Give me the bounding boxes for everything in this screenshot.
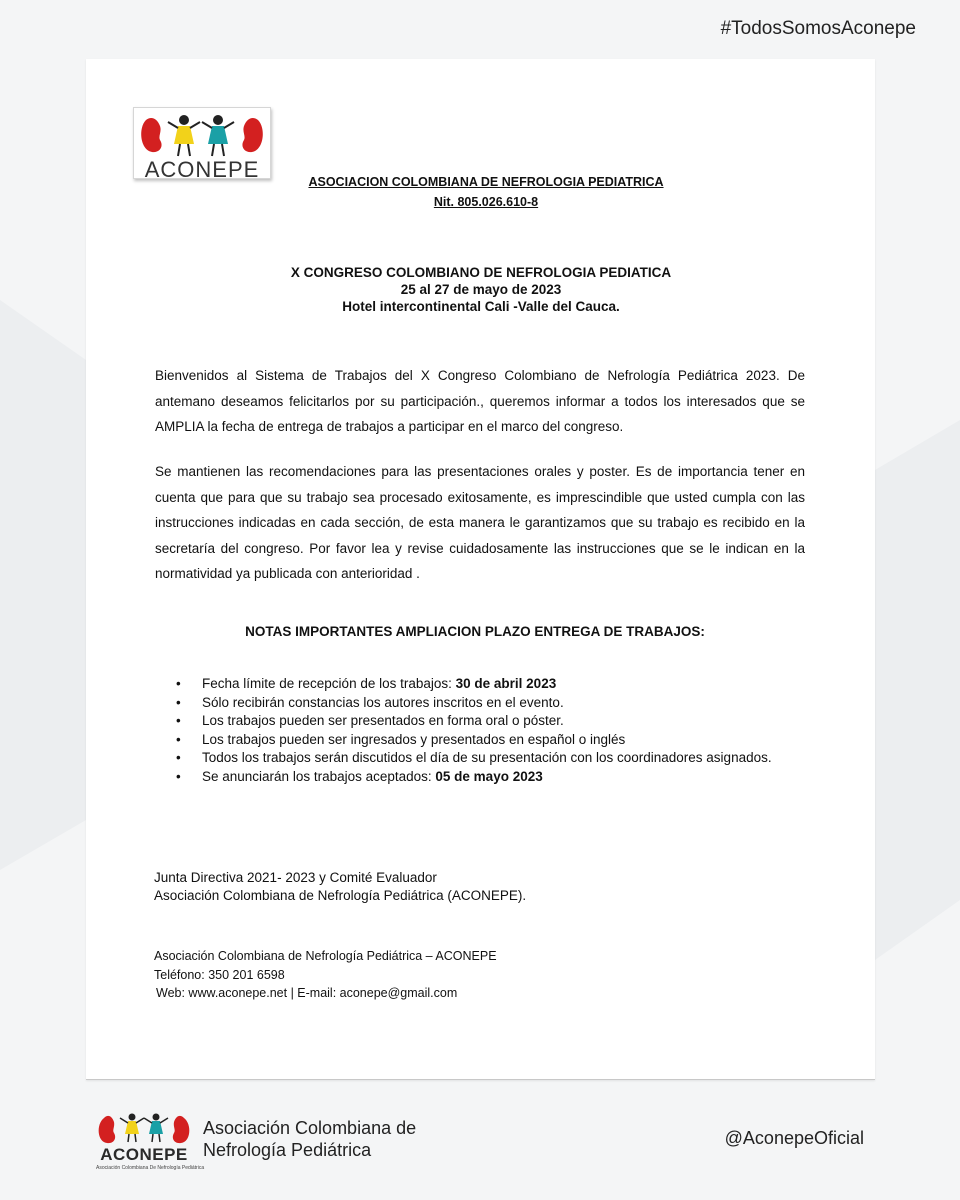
note-item: • Fecha límite de recepción de los trabajos: 30 de abril 2023 (176, 675, 826, 694)
note-item: • Sólo recibirán constancias los autores inscritos en el evento. (176, 694, 826, 713)
contact-web: Web: www.aconepe.net | E-mail: aconepe@gmail.com (156, 986, 458, 1000)
document-logo (133, 107, 271, 179)
contact-phone: Teléfono: 350 201 6598 (154, 967, 285, 982)
footer-logo (96, 1110, 205, 1174)
footer-logo-tagline: Asociación Colombiana De Nefrología Pediátrica (96, 1165, 205, 1171)
congress-title: X CONGRESO COLOMBIANO DE NEFROLOGIA PEDIATICA (290, 265, 672, 280)
notes-list (176, 675, 826, 786)
note-item: • Los trabajos pueden ser ingresados y presentados en español o inglés (176, 731, 826, 750)
notes-title: NOTAS IMPORTANTES AMPLIACION PLAZO ENTREGA DE TRABAJOS: (245, 624, 705, 639)
signature-line-1: Junta Directiva 2021- 2023 y Comité Evaluador (154, 870, 437, 885)
welcome-paragraph: Bienvenidos al Sistema de Trabajos del X Congreso Colombiano de Nefrología Pediátrica 2023. De antemano deseamos felicitarlos por su participación., queremos informar a todos los interesados que se AMPLIA la fecha de entrega de trabajos a participar en el marco del congreso. (155, 368, 805, 434)
footer-association-name: Asociación Colombiana de Nefrología Pediátrica (203, 1118, 417, 1160)
kidney-children-icon (96, 1110, 192, 1150)
note-item: • Los trabajos pueden ser presentados en forma oral o póster. (176, 712, 826, 731)
signature-line-2: Asociación Colombiana de Nefrología Pediátrica (ACONEPE). (154, 888, 527, 903)
note-item: • Todos los trabajos serán discutidos el día de su presentación con los coordinadores asignados. (176, 749, 826, 768)
letter-document (86, 59, 875, 1080)
signature-block (154, 869, 526, 905)
association-heading (286, 172, 686, 212)
congress-heading (236, 264, 726, 315)
kidney-children-icon (138, 110, 266, 162)
contact-block (154, 947, 497, 1003)
document-logo-text: ACONEPE (144, 157, 260, 179)
contact-org: Asociación Colombiana de Nefrología Pediátrica – ACONEPE (154, 949, 497, 963)
congress-venue: Hotel intercontinental Cali -Valle del Cauca. (342, 299, 620, 314)
congress-dates: 25 al 27 de mayo de 2023 (400, 282, 562, 297)
note-item: • Se anunciarán los trabajos aceptados: 05 de mayo 2023 (176, 768, 826, 787)
footer-divider (86, 1079, 875, 1080)
association-nit: Nit. 805.026.610-8 (433, 195, 539, 209)
instructions-paragraph: Se mantienen las recomendaciones para las presentaciones orales y poster. Es de importancia tener en cuenta que para que su trabajo sea procesado exitosamente, es imprescindible que usted cumpla con las instrucciones indicadas en cada sección, de esta manera le garantizamos que su trabajo es recibido en la secretaría del congreso. Por favor lea y revise cuidadosamente las instrucciones que se le indican en la normatividad ya publicada con anterioridad . (155, 464, 805, 581)
social-handle: @AconepeOficial (724, 1128, 864, 1148)
footer-logo-text: ACONEPE (100, 1145, 188, 1164)
hashtag: #TodosSomosAconepe (720, 18, 916, 39)
association-name: ASOCIACION COLOMBIANA DE NEFROLOGIA PEDIATRICA (308, 175, 664, 189)
